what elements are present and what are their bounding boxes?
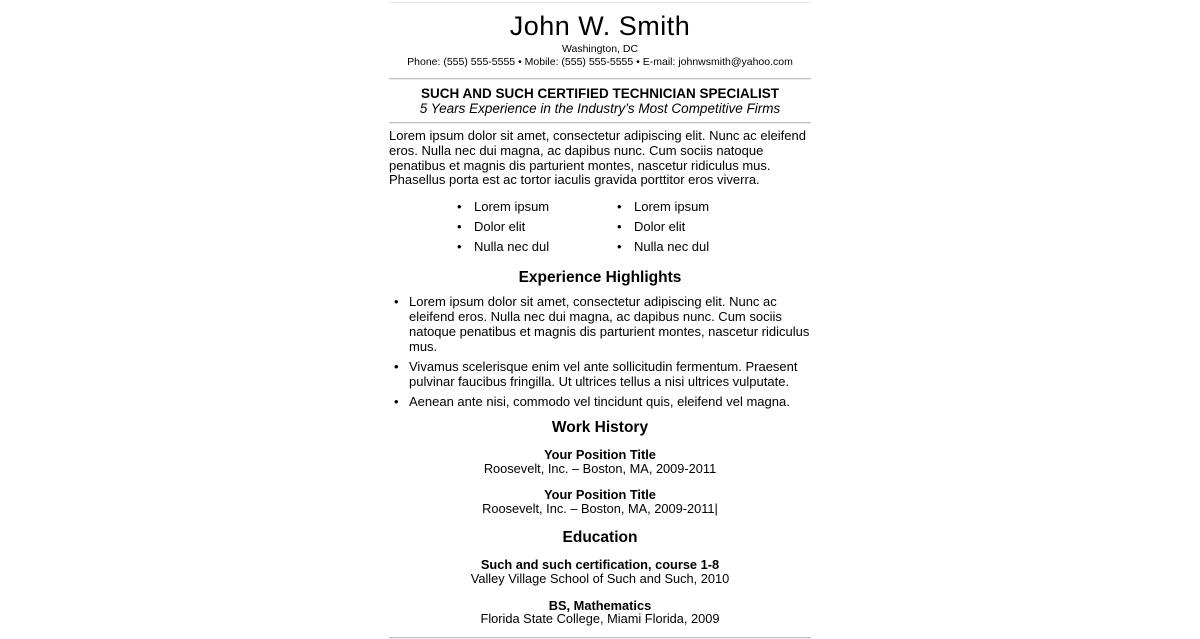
section-title-education: Education (562, 528, 638, 546)
position-title: Your Position Title (544, 487, 656, 503)
school-line: Valley Village School of Such and Such, 2010 (470, 571, 730, 587)
experience-subheadline: 5 Years Experience in the Industry’s Most Competitive Firms (419, 101, 781, 116)
skill-item: • Lorem ipsum (457, 197, 617, 217)
degree-title: BS, Mathematics (548, 597, 652, 613)
education-entry (389, 558, 811, 586)
text-cursor: | (714, 501, 718, 517)
skill-item: • Lorem ipsum (617, 197, 777, 217)
degree-title: Such and such certification, course 1-8 (480, 557, 720, 573)
divider-below-headline (389, 122, 811, 124)
experience-bullet: • Aenean ante nisi, commodo vel tincidunt quis, eleifend vel magna. (389, 395, 811, 410)
company-line (389, 502, 811, 516)
skill-item: • Nulla nec dul (617, 237, 777, 257)
skill-item: • Nulla nec dul (457, 237, 617, 257)
experience-bullet: • Lorem ipsum dolor sit amet, consectetur adipiscing elit. Nunc ac eleifend eros. Nulla nec dui magna, ac dapibus nunc. Cum sociis natoque penatibus et magnis dis parturient montes, nascetur ridiculus mus. (389, 295, 811, 354)
work-entry (389, 488, 811, 516)
summary-paragraph: Lorem ipsum dolor sit amet, consectetur adipiscing elit. Nunc ac eleifend eros. Nulla nec dui magna, ac dapibus nunc. Cum sociis natoque penatibus et magnis dis parturient montes, nascetur ridiculus mus. Phasellus porta est ac tortor iaculis gravida porttitor eros viverra. (389, 128, 806, 188)
experience-bullet: • Vivamus scelerisque enim vel ante sollicitudin fermentum. Praesent pulvinar faucibus fringilla. Ut ultrices tellus a nisi ultrices vulputate. (389, 360, 811, 390)
divider-above-headline (389, 78, 811, 80)
position-title: Your Position Title (544, 447, 656, 463)
person-location: Washington, DC (561, 43, 639, 55)
skill-item: • Dolor elit (457, 217, 617, 237)
section-title-experience: Experience Highlights (518, 269, 682, 287)
company-line-text: Roosevelt, Inc. – Boston, MA, 2009-2011 (482, 501, 715, 517)
skills-column-1 (457, 197, 617, 257)
section-title-work-history: Work History (551, 418, 649, 436)
school-line: Florida State College, Miami Florida, 2009 (480, 611, 720, 627)
company-line: Roosevelt, Inc. – Boston, MA, 2009-2011 (483, 461, 717, 477)
experience-bullet-list (389, 295, 811, 410)
skills-list (457, 197, 811, 257)
resume-document[interactable] (389, 0, 811, 639)
work-entry (389, 448, 811, 476)
person-name: John W. Smith (509, 11, 691, 41)
skill-item: • Dolor elit (617, 217, 777, 237)
divider-top (389, 2, 811, 3)
certification-headline: SUCH AND SUCH CERTIFIED TECHNICIAN SPECIALIST (420, 86, 779, 101)
education-entry (389, 599, 811, 627)
skills-column-2 (617, 197, 777, 257)
contact-line: Phone: (555) 555-5555 • Mobile: (555) 555-5555 • E-mail: johnwsmith@yahoo.com (407, 56, 793, 68)
